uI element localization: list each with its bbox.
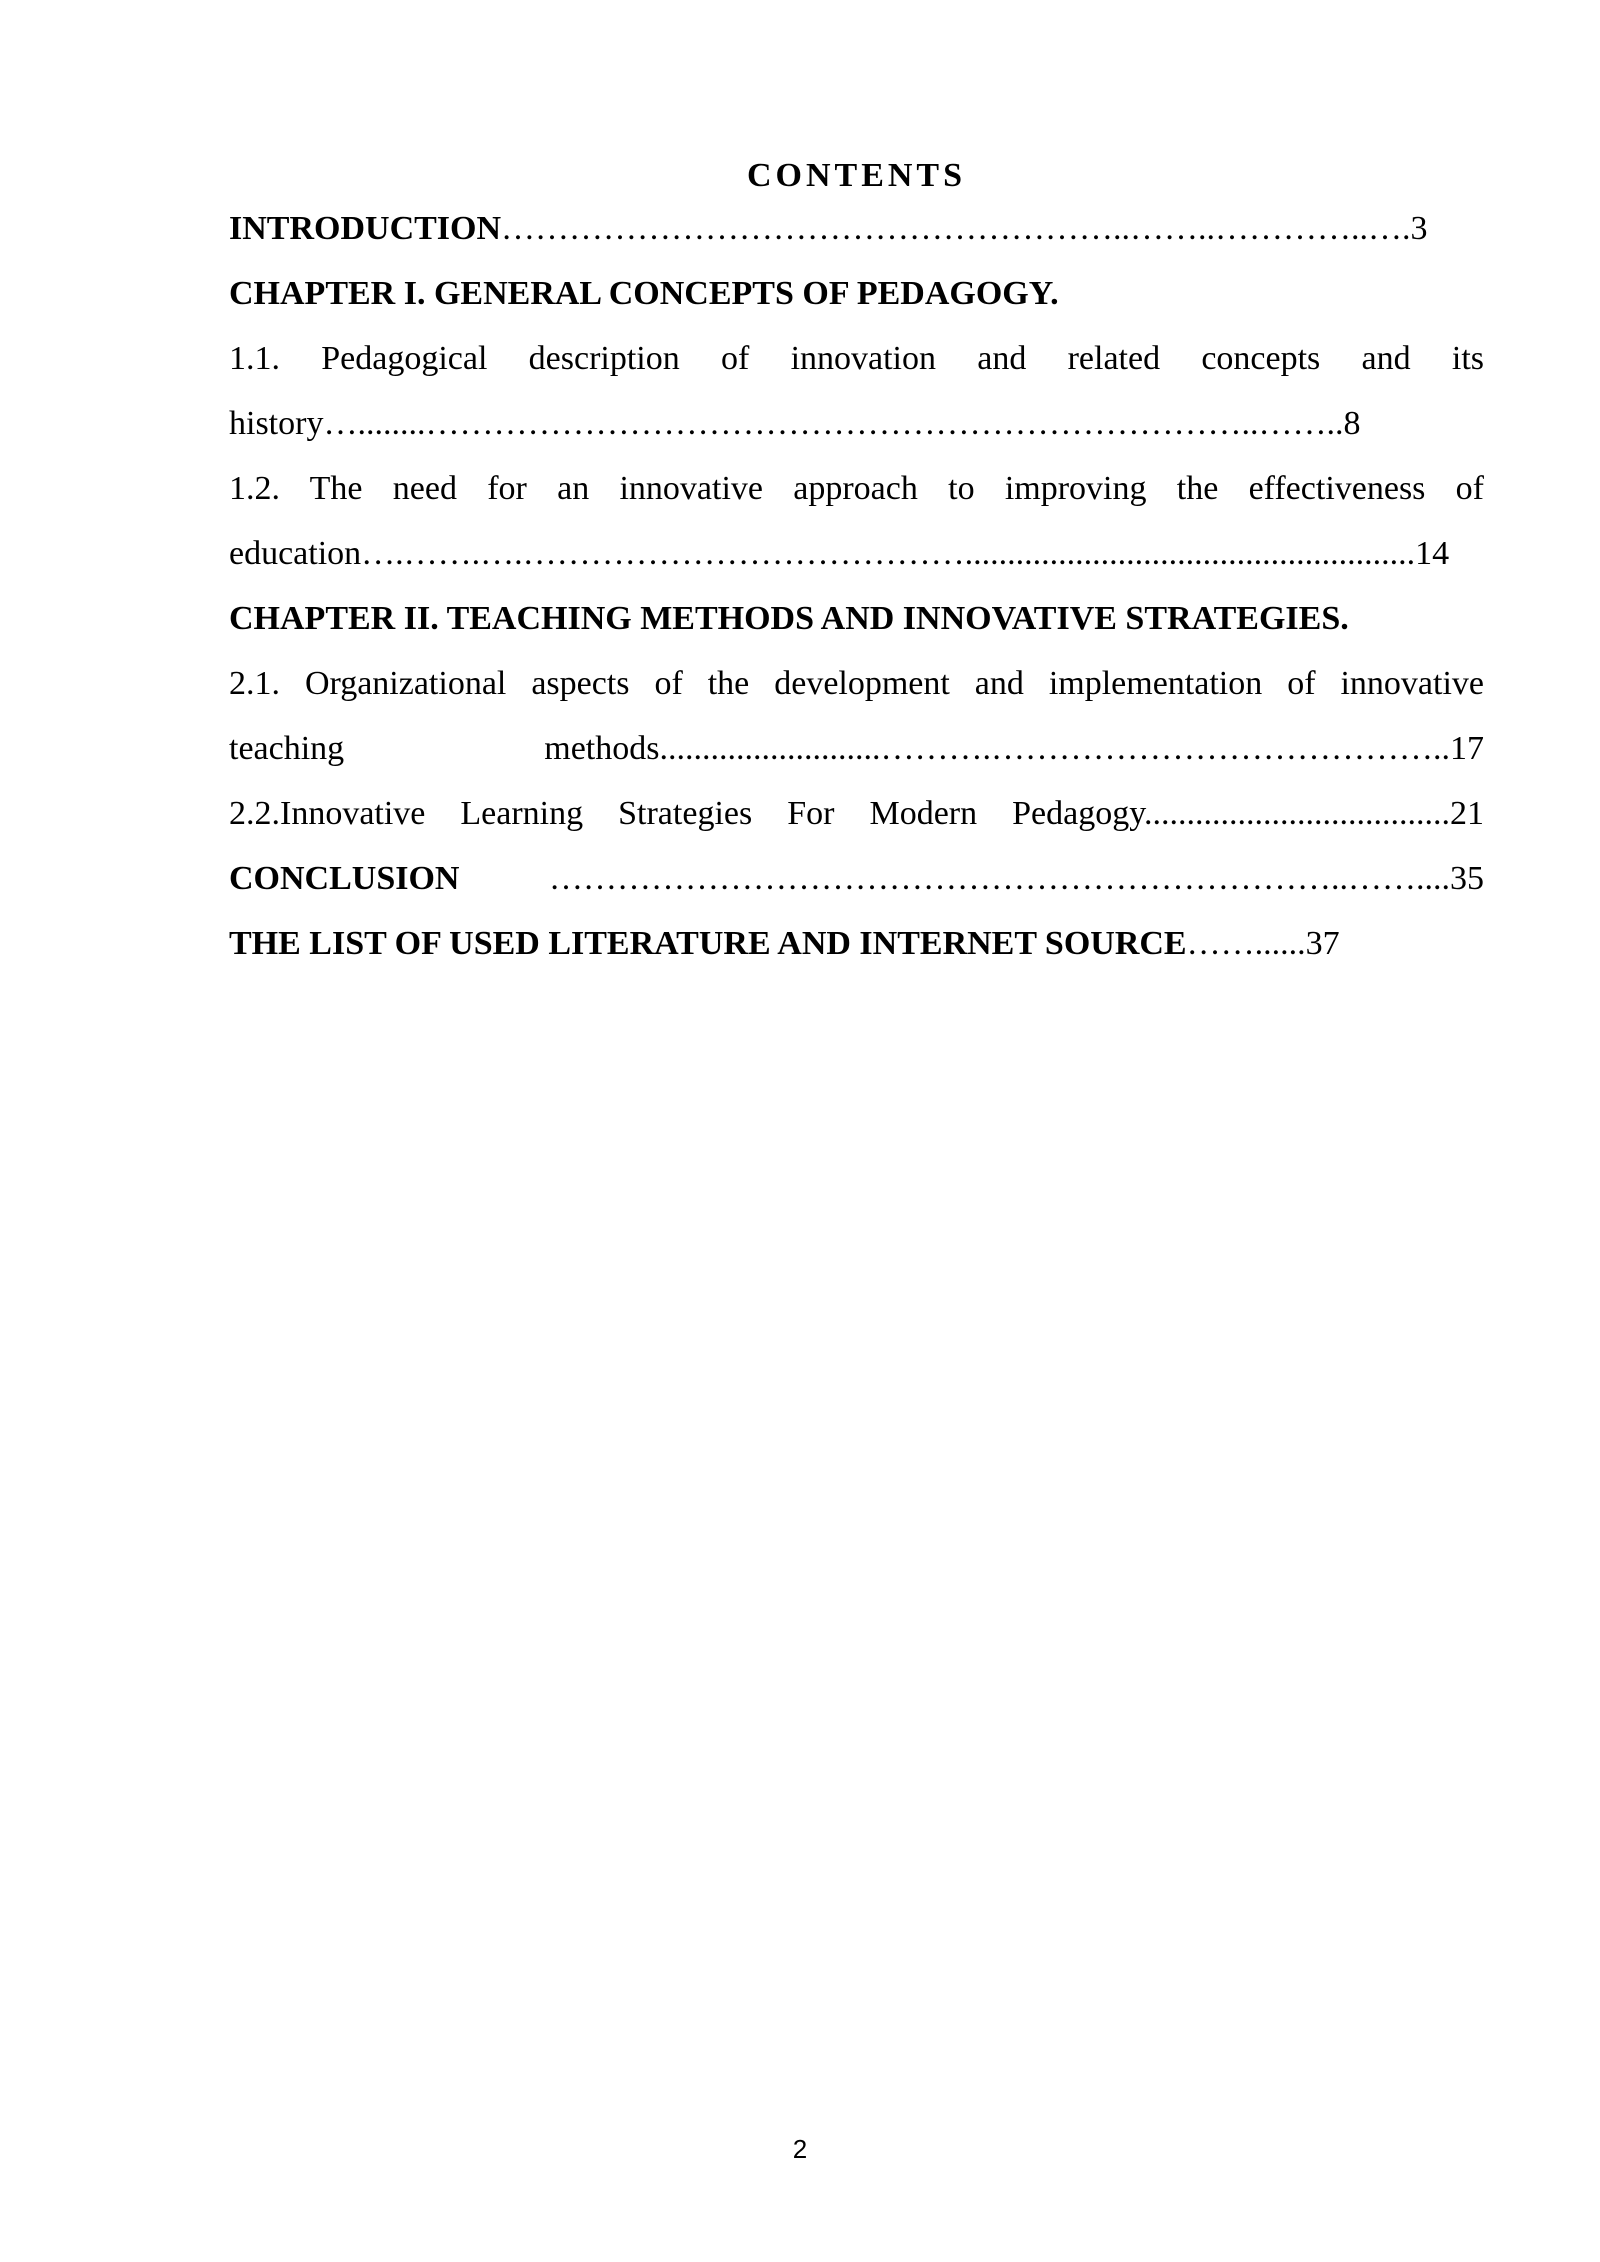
toc-entry-introduction[interactable] [229, 196, 1484, 261]
toc-page-number: 17 [1450, 730, 1484, 767]
toc-leader-dots: ………………………………………………..……..…………..…. [501, 210, 1411, 247]
toc-leader-dots: ……………………………………………………………..…….... [549, 860, 1450, 897]
toc-entry-label-line1: 1.2. The need for an innovative approach to improving the effectiveness of [229, 470, 1484, 507]
toc-entry-chapter-1[interactable] [229, 261, 1484, 326]
toc-page-number: 37 [1305, 925, 1340, 962]
toc-entry-chapter-2[interactable] [229, 586, 1484, 651]
toc-entry-2-1[interactable] [229, 651, 1484, 781]
toc-page-number: 35 [1450, 860, 1484, 897]
toc-entry-label: CONCLUSION [229, 860, 549, 897]
toc-entry-label: history [229, 405, 324, 442]
table-of-contents [229, 140, 1484, 976]
toc-entry-label: INTRODUCTION [229, 210, 502, 247]
toc-entry-label-line1: 1.1. Pedagogical description of innovation and related concepts and its [229, 340, 1484, 377]
toc-leader-dots: ….…….….…………………………………..................................................... [361, 535, 1416, 572]
toc-entry-conclusion[interactable] [229, 846, 1484, 911]
toc-entry-label: teaching methods [229, 730, 660, 767]
toc-leader-dots: ..........................……….………………………………….. [659, 730, 1450, 767]
toc-page-number: 14 [1415, 535, 1450, 572]
toc-page-number: 8 [1343, 405, 1361, 442]
toc-entry-label: THE LIST OF USED LITERATURE AND INTERNET SOURCE [229, 925, 1187, 962]
toc-entry-2-2[interactable] [229, 781, 1484, 846]
toc-entry-label: CHAPTER II. TEACHING METHODS AND INNOVATIVE STRATEGIES. [229, 600, 1349, 637]
toc-entry-literature[interactable] [229, 911, 1484, 976]
toc-leader-dots: .................................... [1144, 795, 1450, 832]
toc-leader-dots: ……...... [1186, 925, 1306, 962]
toc-entry-1-1[interactable] [229, 326, 1484, 456]
toc-page-number: 3 [1410, 210, 1428, 247]
toc-entry-label: education [229, 535, 362, 572]
toc-entry-label: CHAPTER I. GENERAL CONCEPTS OF PEDAGOGY. [229, 275, 1059, 312]
toc-title: CONTENTS [746, 157, 967, 194]
toc-entry-label-line1: 2.1. Organizational aspects of the development and implementation of innovative [229, 665, 1484, 702]
toc-page-number: 21 [1450, 795, 1484, 832]
toc-entry-label: 2.2.Innovative Learning Strategies For Modern Pedagogy [229, 795, 1144, 832]
toc-entry-1-2[interactable] [229, 456, 1484, 586]
toc-leader-dots: …........………………………………………………………………..…….. [323, 405, 1344, 442]
page-number: 2 [792, 2134, 808, 2164]
